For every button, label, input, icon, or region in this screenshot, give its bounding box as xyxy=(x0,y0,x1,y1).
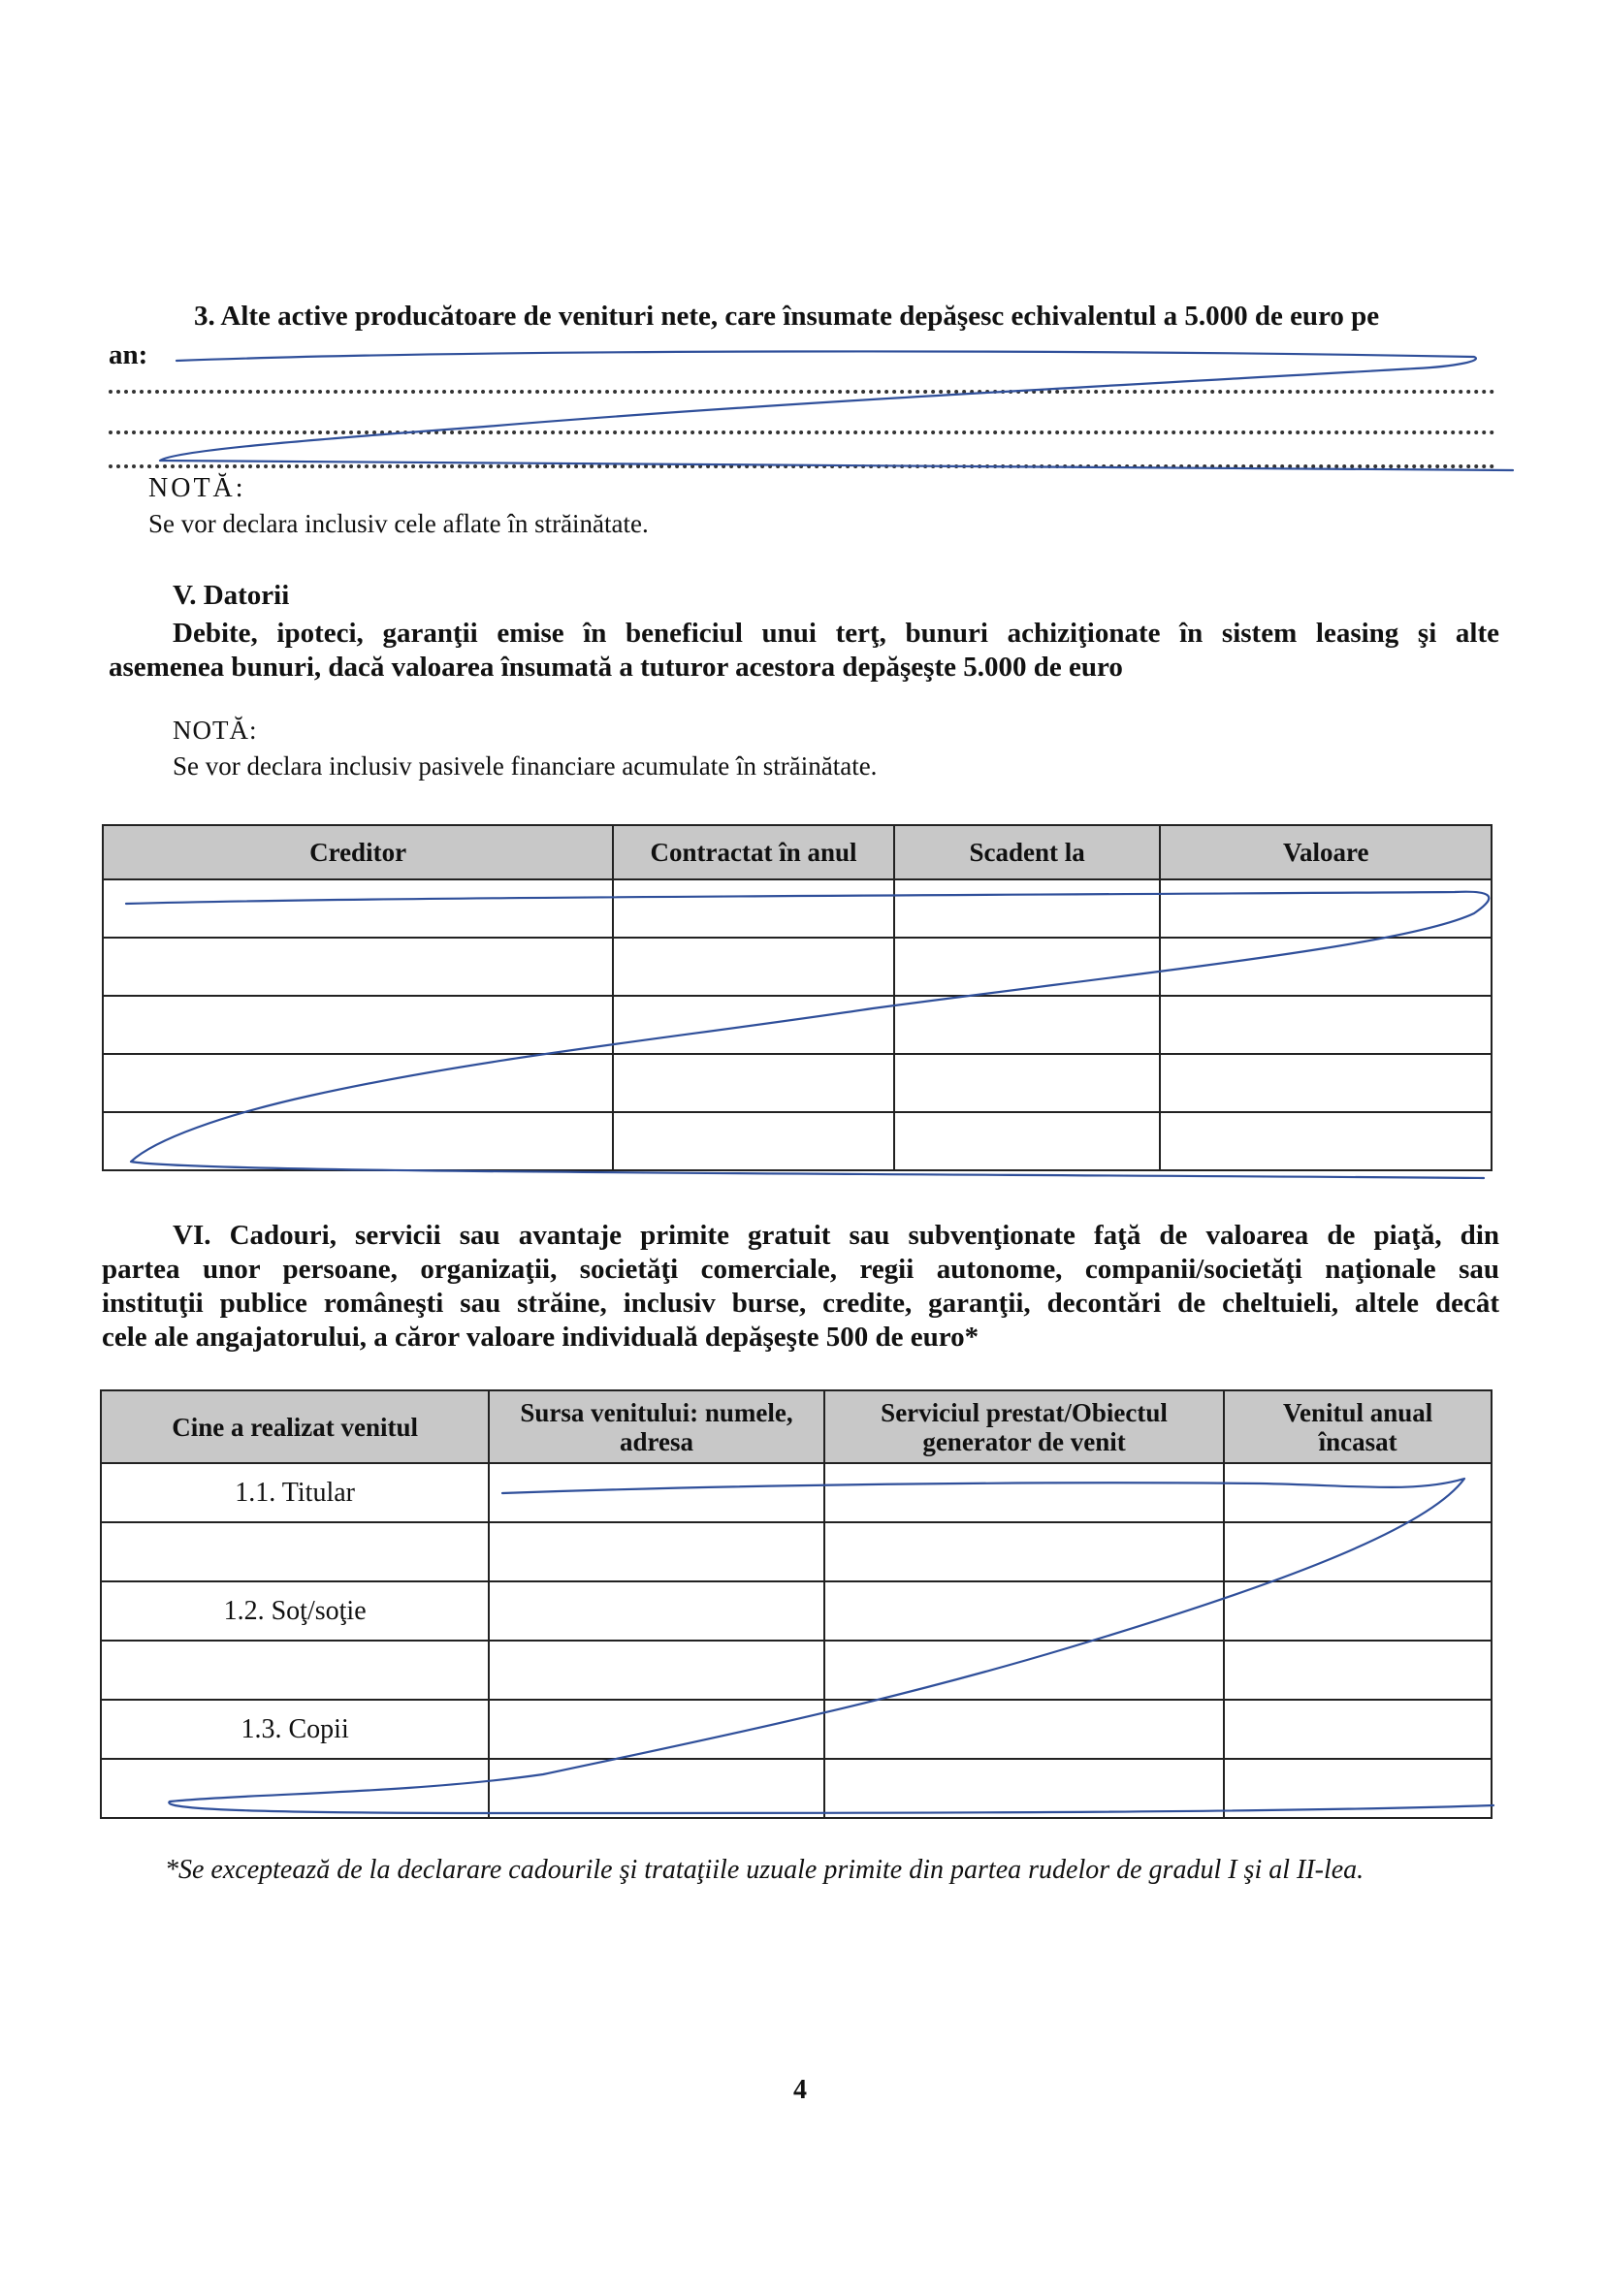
table-row xyxy=(103,996,1492,1054)
table-cell xyxy=(103,938,613,996)
table-cell xyxy=(894,1112,1161,1170)
table-row xyxy=(101,1700,1492,1759)
gifts-table xyxy=(100,1389,1493,1819)
table-cell xyxy=(1224,1759,1492,1818)
table-cell xyxy=(101,1759,489,1818)
table-cell xyxy=(824,1641,1225,1700)
column-header: Cine a realizat venitul xyxy=(101,1390,489,1463)
table-cell xyxy=(489,1641,824,1700)
fill-line xyxy=(109,427,1495,434)
table-cell: 1.2. Soţ/soţie xyxy=(101,1581,489,1641)
column-header: Sursa venitului: numele, adresa xyxy=(489,1390,824,1463)
table-cell xyxy=(824,1463,1225,1522)
table-row xyxy=(103,938,1492,996)
section6-heading: VI. Cadouri, servicii sau avantaje primite gratuit sau subvenţionate faţă de valoarea de piaţă, din xyxy=(173,1220,1499,1251)
table-cell xyxy=(489,1700,824,1759)
table-cell xyxy=(103,996,613,1054)
table-cell: 1.3. Copii xyxy=(101,1700,489,1759)
column-header: Valoare xyxy=(1160,825,1492,879)
table-cell xyxy=(613,879,894,938)
note-label: NOTĂ: xyxy=(148,473,246,503)
table-cell xyxy=(1160,879,1492,938)
footnote: *Se exceptează de la declarare cadourile şi trataţiile uzuale primite din partea rudelor de gradul I şi al II-lea. xyxy=(165,1855,1364,1885)
column-header: Venitul anual încasat xyxy=(1224,1390,1492,1463)
section6-heading-line: instituţii publice româneşti sau străine, inclusiv burse, credite, garanţii, decontări de cheltuieli, altele decât xyxy=(102,1288,1499,1319)
column-header: Contractat în anul xyxy=(613,825,894,879)
table-cell xyxy=(489,1463,824,1522)
pen-stroke xyxy=(160,351,1513,470)
table-cell xyxy=(1224,1463,1492,1522)
table-row xyxy=(103,1112,1492,1170)
table-cell xyxy=(101,1522,489,1581)
table-row xyxy=(103,879,1492,938)
table-cell xyxy=(103,879,613,938)
note-text: Se vor declara inclusiv pasivele financiare acumulate în străinătate. xyxy=(173,751,878,781)
note-label: NOTĂ: xyxy=(173,716,258,745)
table-cell xyxy=(489,1522,824,1581)
table-cell xyxy=(894,938,1161,996)
column-header: Scadent la xyxy=(894,825,1161,879)
table-cell xyxy=(489,1759,824,1818)
column-header: Creditor xyxy=(103,825,613,879)
fill-line xyxy=(109,461,1495,468)
fill-line xyxy=(109,386,1495,394)
table-cell xyxy=(101,1641,489,1700)
table-cell xyxy=(613,996,894,1054)
table-cell xyxy=(894,1054,1161,1112)
page-number: 4 xyxy=(793,2075,807,2105)
table-cell xyxy=(824,1522,1225,1581)
table-row xyxy=(103,1054,1492,1112)
section3-heading: 3. Alte active producătoare de venituri nete, care însumate depăşesc echivalentul a 5.000 de euro pe xyxy=(194,301,1380,332)
table-row xyxy=(101,1581,1492,1641)
debts-table xyxy=(102,824,1493,1171)
table-cell xyxy=(1160,938,1492,996)
section6-heading-line: partea unor persoane, organizaţii, societăţi comerciale, regii autonome, companii/societăţi naţionale sau xyxy=(102,1254,1499,1285)
table-cell xyxy=(1224,1641,1492,1700)
section5-desc-cont: asemenea bunuri, dacă valoarea însumată a tuturor acestora depăşeşte 5.000 de euro xyxy=(109,652,1123,683)
table-cell xyxy=(489,1581,824,1641)
table-cell xyxy=(613,938,894,996)
table-row xyxy=(101,1522,1492,1581)
table-cell xyxy=(894,996,1161,1054)
table-cell xyxy=(613,1054,894,1112)
table-cell xyxy=(894,879,1161,938)
table-cell xyxy=(103,1054,613,1112)
table-row xyxy=(101,1641,1492,1700)
table-cell xyxy=(824,1581,1225,1641)
section5-desc: Debite, ipoteci, garanţii emise în beneficiul unui terţ, bunuri achiziţionate în sistem leasing şi alte xyxy=(173,618,1499,649)
section5-title: V. Datorii xyxy=(173,580,290,611)
table-cell xyxy=(824,1759,1225,1818)
table-cell xyxy=(1224,1700,1492,1759)
section6-heading-line: cele ale angajatorului, a căror valoare individuală depăşeşte 500 de euro* xyxy=(102,1322,979,1353)
column-header: Serviciul prestat/Obiectul generator de venit xyxy=(824,1390,1225,1463)
table-cell xyxy=(824,1700,1225,1759)
table-cell xyxy=(1224,1581,1492,1641)
table-cell xyxy=(1160,1054,1492,1112)
table-row xyxy=(101,1759,1492,1818)
table-cell xyxy=(1160,1112,1492,1170)
table-cell xyxy=(1160,996,1492,1054)
note-text: Se vor declara inclusiv cele aflate în străinătate. xyxy=(148,509,649,538)
table-row xyxy=(101,1463,1492,1522)
table-cell: 1.1. Titular xyxy=(101,1463,489,1522)
table-cell xyxy=(613,1112,894,1170)
table-cell xyxy=(103,1112,613,1170)
table-cell xyxy=(1224,1522,1492,1581)
section3-heading-cont: an: xyxy=(109,339,148,370)
